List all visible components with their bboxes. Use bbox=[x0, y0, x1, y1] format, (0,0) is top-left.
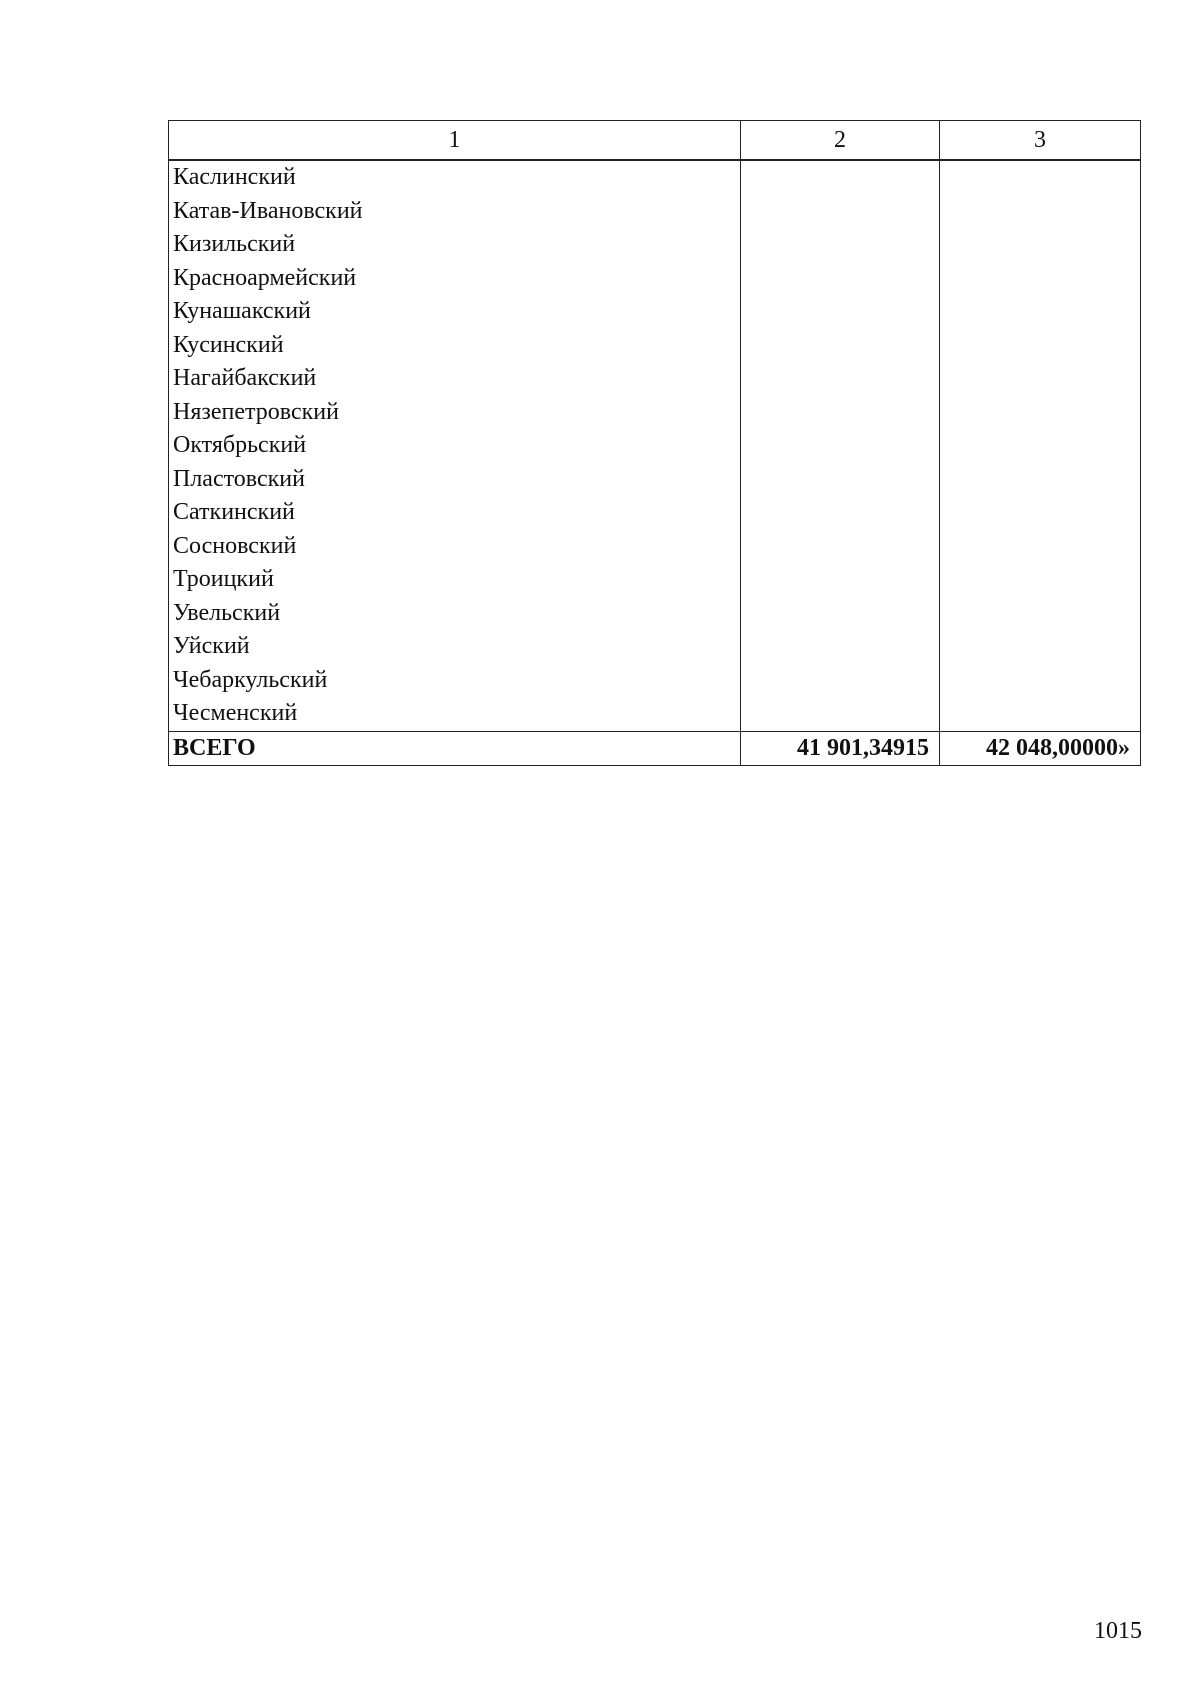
district-name: Троицкий bbox=[169, 563, 741, 597]
district-col-3 bbox=[940, 563, 1141, 597]
district-col-3 bbox=[940, 362, 1141, 396]
district-table bbox=[168, 120, 1141, 766]
district-col-2 bbox=[741, 664, 940, 698]
district-col-3 bbox=[940, 195, 1141, 229]
table-row bbox=[169, 396, 1141, 430]
header-col-2: 2 bbox=[741, 121, 940, 161]
total-col-3: 42 048,00000» bbox=[940, 731, 1141, 765]
district-col-3 bbox=[940, 429, 1141, 463]
district-col-3 bbox=[940, 329, 1141, 363]
district-name: Красноармейский bbox=[169, 262, 741, 296]
district-name: Чебаркульский bbox=[169, 664, 741, 698]
district-name: Нязепетровский bbox=[169, 396, 741, 430]
district-col-2 bbox=[741, 463, 940, 497]
district-col-2 bbox=[741, 262, 940, 296]
header-col-1: 1 bbox=[169, 121, 741, 161]
district-name: Кизильский bbox=[169, 228, 741, 262]
header-col-3: 3 bbox=[940, 121, 1141, 161]
district-col-2 bbox=[741, 160, 940, 195]
district-col-2 bbox=[741, 396, 940, 430]
district-col-2 bbox=[741, 195, 940, 229]
table-row bbox=[169, 160, 1141, 195]
district-col-2 bbox=[741, 429, 940, 463]
table-row bbox=[169, 496, 1141, 530]
table-row bbox=[169, 228, 1141, 262]
table-row bbox=[169, 597, 1141, 631]
district-col-2 bbox=[741, 630, 940, 664]
table-row bbox=[169, 630, 1141, 664]
table-row bbox=[169, 463, 1141, 497]
district-col-2 bbox=[741, 697, 940, 731]
district-col-2 bbox=[741, 597, 940, 631]
table-row bbox=[169, 530, 1141, 564]
district-col-3 bbox=[940, 530, 1141, 564]
table-row bbox=[169, 262, 1141, 296]
district-col-3 bbox=[940, 396, 1141, 430]
district-name: Саткинский bbox=[169, 496, 741, 530]
total-col-2: 41 901,34915 bbox=[741, 731, 940, 765]
district-col-3 bbox=[940, 697, 1141, 731]
district-col-3 bbox=[940, 160, 1141, 195]
district-name: Каслинский bbox=[169, 160, 741, 195]
district-col-3 bbox=[940, 262, 1141, 296]
table-row bbox=[169, 195, 1141, 229]
district-name: Кунашакский bbox=[169, 295, 741, 329]
district-name: Нагайбакский bbox=[169, 362, 741, 396]
district-col-2 bbox=[741, 362, 940, 396]
district-col-2 bbox=[741, 228, 940, 262]
table-row bbox=[169, 697, 1141, 731]
district-col-3 bbox=[940, 295, 1141, 329]
district-name: Сосновский bbox=[169, 530, 741, 564]
district-name: Уйский bbox=[169, 630, 741, 664]
district-name: Пластовский bbox=[169, 463, 741, 497]
district-name: Кусинский bbox=[169, 329, 741, 363]
district-name: Октябрьский bbox=[169, 429, 741, 463]
district-name: Чесменский bbox=[169, 697, 741, 731]
table-row bbox=[169, 295, 1141, 329]
district-name: Катав-Ивановский bbox=[169, 195, 741, 229]
district-name: Увельский bbox=[169, 597, 741, 631]
table-row bbox=[169, 664, 1141, 698]
header-row bbox=[169, 121, 1141, 161]
district-col-3 bbox=[940, 597, 1141, 631]
district-col-2 bbox=[741, 295, 940, 329]
district-col-3 bbox=[940, 228, 1141, 262]
district-col-2 bbox=[741, 530, 940, 564]
table-row bbox=[169, 563, 1141, 597]
district-col-2 bbox=[741, 329, 940, 363]
district-col-3 bbox=[940, 630, 1141, 664]
table-row bbox=[169, 329, 1141, 363]
page-number: 1015 bbox=[1094, 1618, 1142, 1644]
table-row bbox=[169, 429, 1141, 463]
district-col-3 bbox=[940, 463, 1141, 497]
district-col-3 bbox=[940, 496, 1141, 530]
district-col-2 bbox=[741, 563, 940, 597]
district-col-3 bbox=[940, 664, 1141, 698]
table-row bbox=[169, 362, 1141, 396]
total-label: ВСЕГО bbox=[169, 731, 741, 765]
total-row bbox=[169, 731, 1141, 765]
district-col-2 bbox=[741, 496, 940, 530]
